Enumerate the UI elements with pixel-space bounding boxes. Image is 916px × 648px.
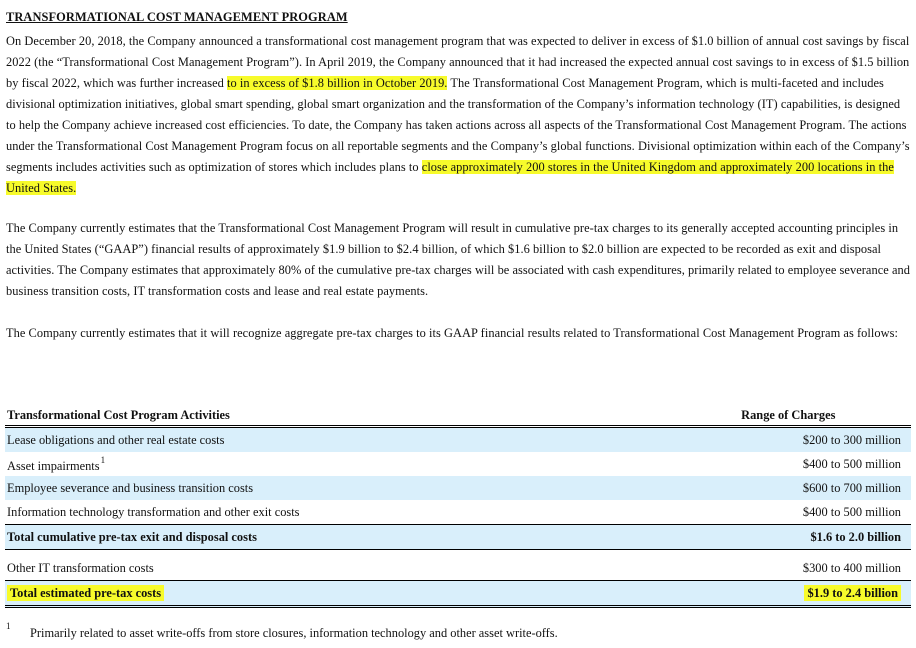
column-header-activities: Transformational Cost Program Activities: [5, 405, 666, 427]
table-row: [5, 556, 911, 581]
table-row: [5, 500, 911, 525]
row-label-cell: [5, 452, 666, 476]
row-value: $400 to 500 million: [666, 500, 911, 525]
section-title: TRANSFORMATIONAL COST MANAGEMENT PROGRAM: [6, 10, 348, 24]
table-row: [5, 427, 911, 453]
row-label: Lease obligations and other real estate costs: [5, 427, 666, 453]
charges-table: [5, 405, 911, 608]
row-value: $400 to 500 million: [802, 456, 901, 471]
row-value: $600 to 700 million: [666, 476, 911, 500]
highlight-store-closures: close approximately 200 stores in the United Kingdom and approximately 200 locations in the United States.: [6, 160, 894, 195]
para1-text-a: On December 20, 2018, the Company announced a transformational cost management program that was expected to deliver in excess of $1.0 billion of annual cost savings by fiscal 2022 (the “Transformational Cost Management Program”). In April 2019, the Company announced that it had increased the expected annual cost savings to in excess of $1.5 billion by fiscal 2022, which was further increased: [6, 34, 910, 90]
column-header-range: Range of Charges: [666, 405, 911, 427]
footnote-reference: 1: [100, 454, 106, 465]
total-label-cell: [5, 581, 666, 607]
row-label: Employee severance and business transition costs: [5, 476, 666, 500]
row-label: Other IT transformation costs: [5, 556, 666, 581]
table-row: [5, 452, 911, 476]
row-value: $300 to 400 million: [666, 556, 911, 581]
subtotal-value: $1.6 to 2.0 billion: [666, 525, 911, 550]
footnote-marker: 1: [6, 621, 11, 631]
paragraph-charge-estimates: The Company currently estimates that the Transformational Cost Management Program will result in cumulative pre-tax charges to its generally accepted accounting principles in the United States (“GAAP”) financial results of approximately $1.9 billion to $2.4 billion, of which $1.6 billion to $2.0 billion are expected to be recorded as exit and disposal activities. The Company estimates that approximately 80% of the cumulative pre-tax charges will be associated with cash expenditures, primarily related to employee severance and business transition costs, IT transformation costs and lease and real estate payments.: [6, 221, 910, 298]
highlight-savings-increase: to in excess of $1.8 billion in October 2019.: [227, 76, 448, 90]
row-value: $200 to 300 million: [666, 427, 911, 453]
para1-text-b: The Transformational Cost Management Program, which is multi-faceted and includes divisional optimization initiatives, global smart spending, global smart organization and the transformation of the Company’s information technology (IT) capabilities, is designed to help the Company achieve increased cost efficiencies. To date, the Company has taken actions across all aspects of the Transformational Cost Management Program. The actions under the Transformational Cost Management Program focus on all reportable segments and the Company’s global functions. Divisional optimization within each of the Company’s segments includes activities such as optimization of stores which includes plans to: [6, 76, 910, 174]
total-value-cell: [666, 581, 911, 607]
total-value: $1.9 to 2.4 billion: [804, 585, 901, 601]
table-header-row: [5, 405, 911, 427]
subtotal-label: Total cumulative pre-tax exit and disposal costs: [5, 525, 666, 550]
row-label: Information technology transformation and other exit costs: [5, 500, 666, 525]
total-row: [5, 581, 911, 607]
table-row: [5, 476, 911, 500]
footnote-text: Primarily related to asset write-offs from store closures, information technology and other asset write-offs.: [30, 626, 558, 640]
paragraph-table-intro: The Company currently estimates that it will recognize aggregate pre-tax charges to its GAAP financial results related to Transformational Cost Management Program as follows:: [6, 326, 898, 340]
total-label: Total estimated pre-tax costs: [7, 585, 164, 601]
row-label: Asset impairments: [7, 458, 100, 473]
subtotal-row: [5, 525, 911, 550]
paragraph-program-overview: [6, 31, 910, 199]
